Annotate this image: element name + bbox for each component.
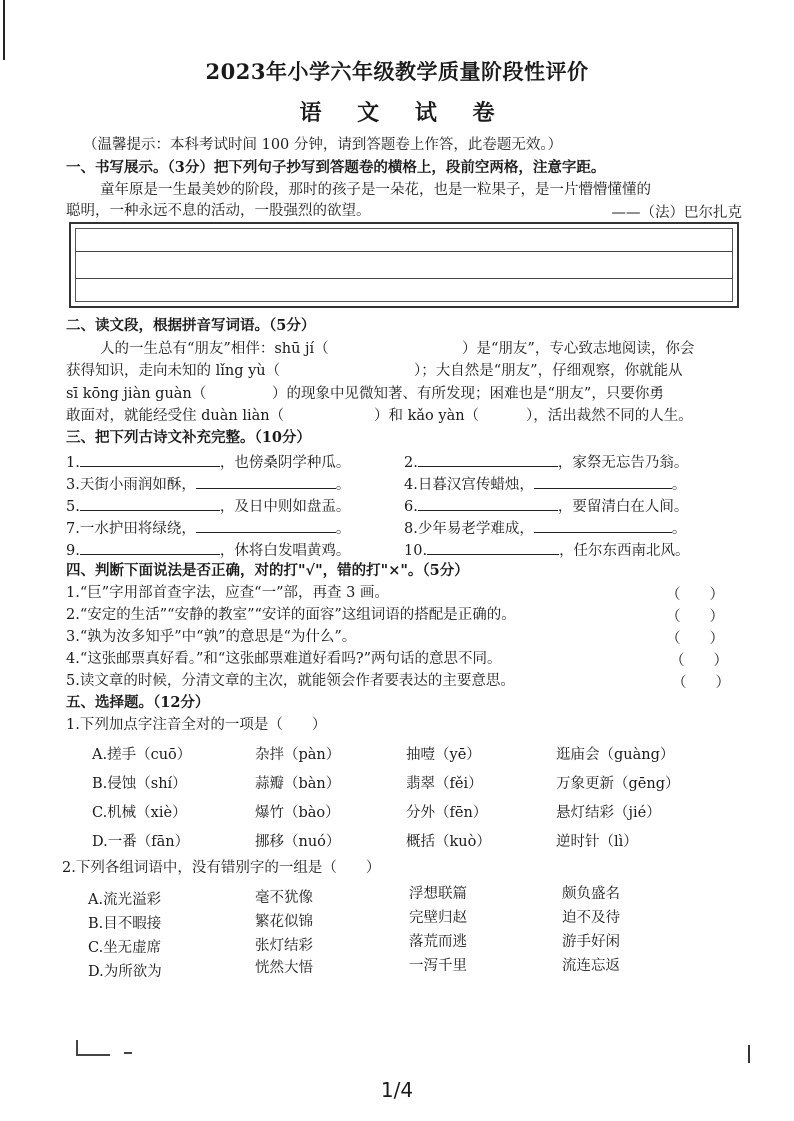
poem-3 <box>66 473 350 495</box>
poem-number: 1. <box>66 455 80 471</box>
poem-text: 。 <box>671 477 687 493</box>
poem-10 <box>404 539 690 561</box>
judge-answer-1[interactable]: （ ） <box>666 587 724 603</box>
poem-text: 。 <box>335 521 351 537</box>
poem-number: 5. <box>66 499 80 515</box>
q2-option-c[interactable]: C.坐无虚席 <box>88 940 162 956</box>
poem-text: ，及日中则如盘盂。 <box>219 499 351 515</box>
writing-grid-inner <box>75 228 733 302</box>
q1-option-c-word-2: 爆竹（bào） <box>255 805 340 821</box>
writing-grid <box>69 222 739 308</box>
section-1-author: ——（法）巴尔扎克 <box>611 205 742 221</box>
scan-corner-mark <box>76 1040 110 1056</box>
choice-question-1: 1.下列加点字注音全对的一项是（ ） <box>66 717 327 733</box>
poem-text: ，家祭无忘告乃翁。 <box>557 455 689 471</box>
q2-option-d-word-2: 恍然大悟 <box>255 960 313 976</box>
scan-edge-mark-right <box>748 1045 750 1063</box>
poem-text: 3.天街小雨润如酥， <box>66 477 196 493</box>
poem-text: ，任尔东西南北风。 <box>559 543 690 559</box>
poem-text: 。 <box>335 477 351 493</box>
poem-text: 8.少年易老学难成， <box>404 521 534 537</box>
q2-option-b-word-2: 繁花似锦 <box>255 914 313 930</box>
q1-option-c-word-4: 悬灯结彩（jié） <box>556 805 661 821</box>
judge-item-5: 5.读文章的时候，分清文章的主次，就能领会作者要表达的主要意思。 <box>66 673 515 689</box>
q1-option-a[interactable]: A.搓手（cuō） <box>92 747 192 763</box>
poem-number: 9. <box>66 543 80 559</box>
poem-2 <box>404 451 688 473</box>
scan-edge-mark <box>3 0 5 60</box>
q2-option-c-word-3: 落荒而逃 <box>409 934 467 950</box>
poem-blank[interactable] <box>534 473 672 489</box>
q1-option-b-word-4: 万象更新（gēng） <box>556 776 680 792</box>
judge-item-1: 1.“巨”字用部首查字法，应查“一”部，再查 3 画。 <box>66 585 389 601</box>
q1-option-a-word-3: 抽噎（yē） <box>406 747 481 763</box>
section-1-heading: 一、书写展示。（3分）把下列句子抄写到答题卷的横格上，段前空两格，注意字距。 <box>66 159 606 176</box>
section-2-line-2a: 获得知识，走向未知的 lǐng yù（ <box>66 363 281 379</box>
judge-item-2: 2.“安定的生活”“安静的教室”“安详的面容”这组词语的搭配是正确的。 <box>66 607 516 623</box>
poem-4 <box>404 473 686 495</box>
section-2-line-3a: sī kōng jiàn guàn（ <box>66 386 207 402</box>
poem-number: 6. <box>404 499 418 515</box>
q1-option-b-word-3: 翡翠（fěi） <box>406 776 483 792</box>
poem-blank[interactable] <box>196 473 336 489</box>
q1-option-a-word-2: 杂拌（pàn） <box>255 747 341 763</box>
q1-option-d-word-2: 挪移（nuó） <box>255 834 341 850</box>
poem-text: 7.一水护田将绿绕， <box>66 521 196 537</box>
section-2-line-3b: ）的现象中见微知著、有所发现；困难也是“朋友”，只要你勇 <box>272 386 664 402</box>
exam-title: 2023年小学六年级教学质量阶段性评价 <box>205 59 589 84</box>
poem-5 <box>66 495 350 517</box>
section-5-heading: 五、选择题。（12分） <box>66 694 210 711</box>
judge-answer-5[interactable]: （ ） <box>672 675 730 691</box>
exam-notice: （温馨提示：本科考试时间 100 分钟，请到答题卷上作答，此卷题无效。） <box>83 137 563 153</box>
section-2-line-4a: 敢面对，就能经受住 duàn liàn（ <box>66 408 285 424</box>
poem-1 <box>66 451 350 473</box>
q2-option-a-word-4: 颇负盛名 <box>562 886 620 902</box>
q2-option-a-word-2: 毫不犹像 <box>255 890 313 906</box>
q1-option-d-word-3: 概括（kuò） <box>406 834 491 850</box>
section-2-line-4b: ）和 kǎo yàn（ <box>374 408 480 424</box>
q1-option-b[interactable]: B.侵蚀（shí） <box>92 776 187 792</box>
poem-blank[interactable] <box>80 539 220 555</box>
choice-question-2: 2.下列各组词语中，没有错别字的一组是（ ） <box>62 860 381 876</box>
section-2-line-1b: ）是“朋友”，专心致志地阅读，你会 <box>462 341 695 357</box>
poem-6 <box>404 495 688 517</box>
q1-option-c-word-3: 分外（fēn） <box>406 805 488 821</box>
writing-rule <box>75 278 733 279</box>
poem-8 <box>404 517 686 539</box>
judge-answer-3[interactable]: （ ） <box>666 631 724 647</box>
section-2-line-4c: ），活出裁然不同的人生。 <box>526 408 693 424</box>
exam-subtitle: 语 文 试 卷 <box>299 100 509 126</box>
poem-blank[interactable] <box>196 517 336 533</box>
poem-blank[interactable] <box>80 495 220 511</box>
q1-option-a-word-4: 逛庙会（guàng） <box>556 747 675 763</box>
poem-9 <box>66 539 350 561</box>
section-1-text-line-2: 聪明，一种永远不息的活动，一股强烈的欲望。 <box>66 203 371 219</box>
judge-answer-2[interactable]: （ ） <box>666 609 724 625</box>
q2-option-d-word-3: 一泻千里 <box>409 958 467 974</box>
poem-number: 2. <box>404 455 418 471</box>
writing-rule <box>75 251 733 252</box>
judge-item-3: 3.“孰为汝多知乎”中“孰”的意思是“为什么”。 <box>66 629 357 645</box>
q2-option-a-word-3: 浮想联篇 <box>409 886 467 902</box>
poem-blank[interactable] <box>534 517 672 533</box>
q2-option-d-word-4: 流连忘返 <box>562 958 620 974</box>
poem-text: ，休将白发唱黄鸡。 <box>219 543 351 559</box>
q2-option-b[interactable]: B.目不暇接 <box>88 916 162 932</box>
section-3-heading: 三、把下列古诗文补充完整。（10分） <box>66 429 311 446</box>
page-number: 1/4 <box>380 1078 414 1102</box>
poem-text: 4.日暮汉宫传蜡烛， <box>404 477 534 493</box>
q1-option-c[interactable]: C.机械（xiè） <box>92 805 187 821</box>
poem-text: ，也傍桑阴学种瓜。 <box>219 455 351 471</box>
judge-item-4: 4.“这张邮票真好看。”和“这张邮票难道好看吗?”两句话的意思不同。 <box>66 651 502 667</box>
q2-option-c-word-4: 游手好闲 <box>562 934 620 950</box>
poem-blank[interactable] <box>418 495 558 511</box>
section-2-line-2b: ）；大自然是“朋友”，仔细观察，你就能从 <box>414 363 683 379</box>
q1-option-b-word-2: 蒜瓣（bàn） <box>255 776 341 792</box>
q2-option-d[interactable]: D.为所欲为 <box>88 964 162 980</box>
poem-number: 10. <box>404 543 428 559</box>
q2-option-b-word-4: 迫不及待 <box>562 910 620 926</box>
section-4-heading: 四、判断下面说法是否正确，对的打"√"，错的打"×"。（5分） <box>66 562 469 579</box>
poem-blank[interactable] <box>427 539 559 555</box>
section-2-heading: 二、读文段，根据拼音写词语。（5分） <box>66 317 316 334</box>
scan-dash-mark <box>124 1052 132 1054</box>
q2-option-a[interactable]: A.流光溢彩 <box>88 892 162 908</box>
poem-blank[interactable] <box>418 451 558 467</box>
poem-text: ，要留清白在人间。 <box>557 499 689 515</box>
section-1-text-line-1: 童年原是一生最美妙的阶段，那时的孩子是一朵花，也是一粒果子，是一片懵懵懂懂的 <box>100 182 651 198</box>
q2-option-c-word-2: 张灯结彩 <box>255 938 313 954</box>
q1-option-d[interactable]: D.一番（fān） <box>92 834 190 850</box>
poem-blank[interactable] <box>80 451 220 467</box>
poem-text: 。 <box>671 521 687 537</box>
judge-answer-4[interactable]: （ ） <box>670 653 728 669</box>
poem-7 <box>66 517 350 539</box>
q1-option-d-word-4: 逆时针（lì） <box>556 834 638 850</box>
q2-option-b-word-3: 完壁归赵 <box>409 910 467 926</box>
section-2-line-1a: 人的一生总有“朋友”相伴：shū jí（ <box>100 341 329 357</box>
